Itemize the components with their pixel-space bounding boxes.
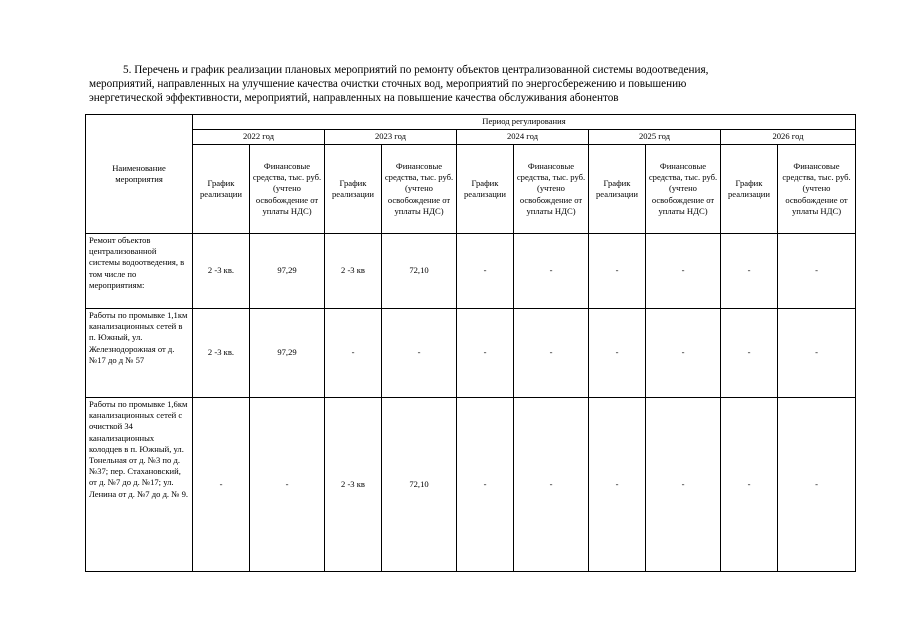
finance-cell: - [646,398,721,572]
finance-cell: - [514,234,589,309]
table-row [86,309,856,398]
year-header: 2024 год [457,130,589,145]
finance-cell: - [778,398,856,572]
schedule-cell: - [589,398,646,572]
finance-cell: - [778,234,856,309]
activity-name: Ремонт объектов централизованной системы водоотведения, в том числе по мероприятиям: [86,234,193,309]
finance-column-header: Финансовые средства, тыс. руб. (учтено освобождение от уплаты НДС) [646,145,721,234]
schedule-cell: - [457,398,514,572]
finance-cell: - [514,309,589,398]
year-header: 2026 год [721,130,856,145]
schedule-column-header: График реализации [193,145,250,234]
schedule-cell: - [721,234,778,309]
year-header: 2022 год [193,130,325,145]
heading-line-3: энергетической эффективности, мероприятий, направленных на повышение качества обслуживания абонентов [89,92,619,104]
schedule-column-header: График реализации [721,145,778,234]
schedule-cell: 2 -3 кв [325,398,382,572]
schedule-cell: - [721,398,778,572]
finance-cell: - [382,309,457,398]
finance-cell: 72,10 [382,398,457,572]
finance-column-header: Финансовые средства, тыс. руб. (учтено освобождение от уплаты НДС) [250,145,325,234]
finance-cell: - [250,398,325,572]
activity-name: Работы по промывке 1,1км канализационных сетей в п. Южный, ул. Железнодорожная от д. №17 до д № 57 [86,309,193,398]
finance-cell: 97,29 [250,234,325,309]
schedule-cell: - [457,234,514,309]
finance-cell: 72,10 [382,234,457,309]
schedule-cell: 2 -3 кв. [193,309,250,398]
table-row [86,234,856,309]
finance-column-header: Финансовые средства, тыс. руб. (учтено освобождение от уплаты НДС) [514,145,589,234]
schedule-cell: 2 -3 кв [325,234,382,309]
name-column-header: Наименование мероприятия [86,115,193,234]
header-row-subcolumns [86,145,856,234]
header-row-period [86,115,856,130]
finance-cell: - [646,234,721,309]
schedule-column-header: График реализации [457,145,514,234]
schedule-cell: - [325,309,382,398]
finance-cell: - [778,309,856,398]
finance-cell: - [646,309,721,398]
table-row [86,398,856,572]
schedule-cell: - [589,309,646,398]
year-header: 2023 год [325,130,457,145]
schedule-cell: - [721,309,778,398]
schedule-cell: - [589,234,646,309]
schedule-column-header: График реализации [589,145,646,234]
heading-line-2: мероприятий, направленных на улучшение качества очистки сточных вод, мероприятий по энергосбережению и повышению [89,78,687,90]
heading-line-1: 5. Перечень и график реализации плановых мероприятий по ремонту объектов централизованной системы водоотведения, [123,64,709,76]
finance-column-header: Финансовые средства, тыс. руб. (учтено освобождение от уплаты НДС) [382,145,457,234]
finance-column-header: Финансовые средства, тыс. руб. (учтено освобождение от уплаты НДС) [778,145,856,234]
schedule-column-header: График реализации [325,145,382,234]
schedule-cell: 2 -3 кв. [193,234,250,309]
finance-cell: - [514,398,589,572]
finance-cell: 97,29 [250,309,325,398]
plan-table [85,114,856,572]
year-header: 2025 год [589,130,721,145]
schedule-cell: - [193,398,250,572]
schedule-cell: - [457,309,514,398]
header-row-years [86,130,856,145]
activity-name: Работы по промывке 1,6км канализационных сетей с очисткой 34 канализационных колодцев в п. Южный, ул. Тонельная от д. №3 по д. №37; пер. Стахановский, от д. №7 до д. №17; ул. Ленина от д. №7 до д. № 9. [86,398,193,572]
section-heading [89,63,855,105]
period-header: Период регулирования [193,115,856,130]
